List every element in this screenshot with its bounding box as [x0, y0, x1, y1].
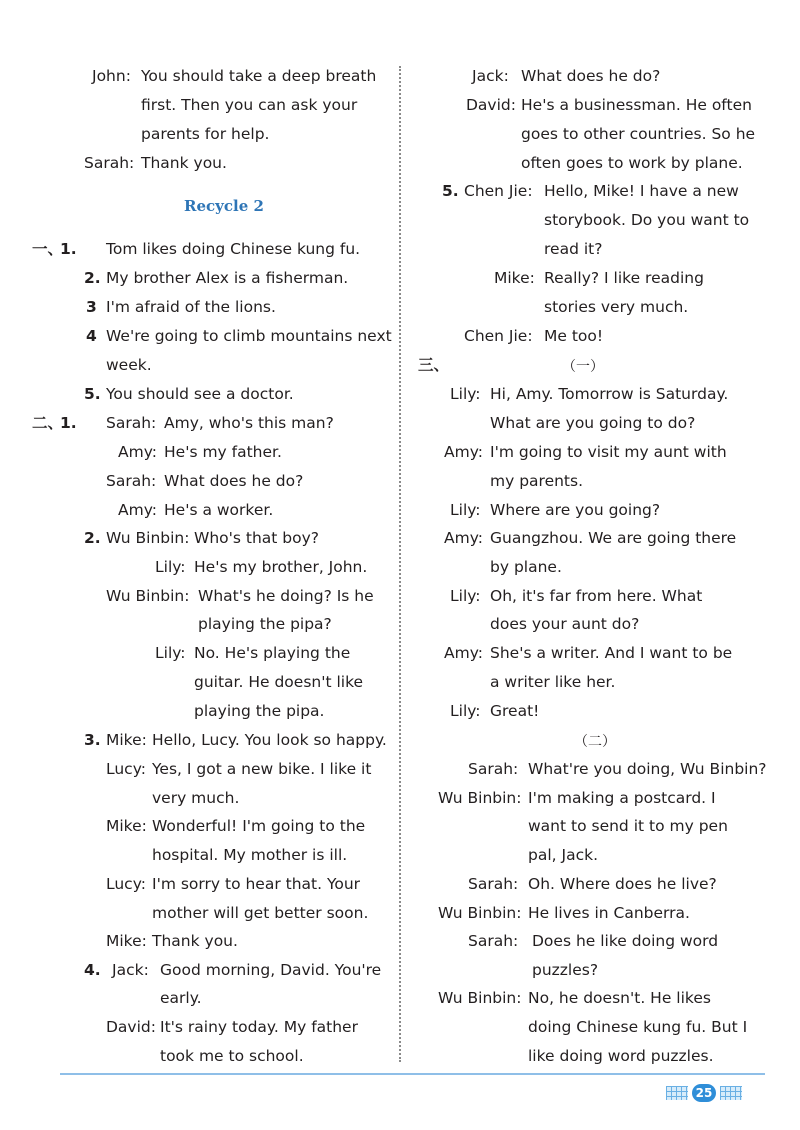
dialogue-line: guitar. He doesn't like	[194, 673, 364, 691]
item-number: 3	[86, 298, 97, 316]
item-number: 5.	[84, 385, 101, 403]
dialogue-line: Guangzhou. We are going there	[490, 529, 737, 547]
dialogue-line: No, he doesn't. He likes	[528, 989, 711, 1007]
page-number-badge	[666, 1084, 742, 1102]
dialogue-line: first. Then you can ask your	[141, 96, 358, 114]
dialogue-line: Yes, I got a new bike. I like it	[152, 760, 372, 778]
speaker-label: Sarah:	[468, 760, 519, 778]
dialogue-line: very much.	[152, 789, 240, 807]
dialogue-line: Does he like doing word	[532, 932, 719, 950]
speaker-label: Chen Jie:	[464, 327, 533, 345]
item-number: 2.	[84, 529, 101, 547]
subsection-label: （一）	[562, 359, 604, 375]
subsection-label: （二）	[574, 734, 616, 750]
dialogue-line: Oh. Where does he live?	[528, 875, 717, 893]
item-number: 4	[86, 327, 97, 345]
speaker-label: John:	[92, 67, 131, 85]
dialogue-line: doing Chinese kung fu. But I	[528, 1018, 748, 1036]
dialogue-line: You should take a deep breath	[141, 67, 377, 85]
speaker-label: Wu Binbin:	[438, 989, 522, 1007]
column-divider	[399, 66, 401, 1062]
section-mark: 一、	[32, 240, 64, 258]
dialogue-line: I'm sorry to hear that. Your	[152, 875, 361, 893]
speaker-label: Wu Binbin:	[438, 904, 522, 922]
speaker-label: Lily:	[155, 558, 186, 576]
dialogue-line: Who's that boy?	[194, 529, 320, 547]
speaker-label: Sarah:	[106, 414, 157, 432]
speaker-label: Mike:	[106, 932, 147, 950]
item-number: 2.	[84, 269, 101, 287]
dialogue-line: It's rainy today. My father	[160, 1018, 358, 1036]
speaker-label: Mike:	[106, 817, 147, 835]
speaker-label: Sarah:	[468, 875, 519, 893]
speaker-label: Lily:	[450, 587, 481, 605]
speaker-label: Amy:	[118, 501, 157, 519]
dialogue-line: Where are you going?	[490, 501, 661, 519]
speaker-label: Wu Binbin:	[438, 789, 522, 807]
dialogue-line: Thank you.	[152, 932, 238, 950]
grid-decoration-icon	[666, 1086, 688, 1100]
dialogue-line: Thank you.	[141, 154, 227, 172]
section-mark: 三、	[418, 356, 450, 374]
speaker-label: Wu Binbin:	[106, 529, 190, 547]
grid-decoration-icon	[720, 1086, 742, 1100]
dialogue-line: often goes to work by plane.	[521, 154, 743, 172]
speaker-label: Amy:	[118, 443, 157, 461]
speaker-label: Amy:	[444, 443, 483, 461]
speaker-label: Chen Jie:	[464, 182, 533, 200]
speaker-label: Sarah:	[106, 472, 157, 490]
dialogue-line: pal, Jack.	[528, 846, 598, 864]
answer-sentence: I'm afraid of the lions.	[106, 298, 276, 316]
dialogue-line: What're you doing, Wu Binbin?	[528, 760, 767, 778]
dialogue-line: He lives in Canberra.	[528, 904, 690, 922]
dialogue-line: What does he do?	[164, 472, 304, 490]
speaker-label: Sarah:	[468, 932, 519, 950]
section-heading-recycle: Recycle 2	[184, 197, 264, 215]
speaker-label: Wu Binbin:	[106, 587, 190, 605]
page-number: 25	[692, 1084, 716, 1102]
item-number: 1.	[60, 240, 77, 258]
dialogue-line: No. He's playing the	[194, 644, 351, 662]
dialogue-line: by plane.	[490, 558, 562, 576]
dialogue-line: early.	[160, 989, 202, 1007]
dialogue-line: does your aunt do?	[490, 615, 640, 633]
speaker-label: David:	[106, 1018, 156, 1036]
answer-sentence: Tom likes doing Chinese kung fu.	[106, 240, 361, 258]
dialogue-line: read it?	[544, 240, 603, 258]
dialogue-line: He's my brother, John.	[194, 558, 368, 576]
dialogue-line: What are you going to do?	[490, 414, 696, 432]
dialogue-line: He's a businessman. He often	[521, 96, 752, 114]
dialogue-line: playing the pipa?	[198, 615, 332, 633]
dialogue-line: I'm making a postcard. I	[528, 789, 716, 807]
dialogue-line: I'm going to visit my aunt with	[490, 443, 727, 461]
speaker-label: Lily:	[155, 644, 186, 662]
dialogue-line: like doing word puzzles.	[528, 1047, 714, 1065]
dialogue-line: stories very much.	[544, 298, 689, 316]
dialogue-line: puzzles?	[532, 961, 599, 979]
dialogue-line: Wonderful! I'm going to the	[152, 817, 366, 835]
speaker-label: Lily:	[450, 385, 481, 403]
speaker-label: Lucy:	[106, 875, 146, 893]
dialogue-line: Oh, it's far from here. What	[490, 587, 703, 605]
dialogue-line: Amy, who's this man?	[164, 414, 334, 432]
speaker-label: Lily:	[450, 702, 481, 720]
dialogue-line: He's my father.	[164, 443, 282, 461]
speaker-label: Amy:	[444, 529, 483, 547]
dialogue-line: He's a worker.	[164, 501, 274, 519]
dialogue-line: hospital. My mother is ill.	[152, 846, 348, 864]
speaker-label: Mike:	[494, 269, 535, 287]
dialogue-line: took me to school.	[160, 1047, 304, 1065]
item-number: 4.	[84, 961, 101, 979]
dialogue-line: want to send it to my pen	[528, 817, 728, 835]
item-number: 3.	[84, 731, 101, 749]
speaker-label: Lily:	[450, 501, 481, 519]
footer-rule	[60, 1073, 765, 1075]
dialogue-line: Me too!	[544, 327, 604, 345]
answer-sentence: You should see a doctor.	[106, 385, 294, 403]
dialogue-line: She's a writer. And I want to be	[490, 644, 733, 662]
speaker-label: David:	[466, 96, 516, 114]
speaker-label: Lucy:	[106, 760, 146, 778]
dialogue-line: mother will get better soon.	[152, 904, 369, 922]
dialogue-line: Great!	[490, 702, 540, 720]
item-number: 5.	[442, 182, 459, 200]
speaker-label: Sarah:	[84, 154, 135, 172]
answer-sentence: We're going to climb mountains next	[106, 327, 392, 345]
dialogue-line: playing the pipa.	[194, 702, 325, 720]
dialogue-line: What's he doing? Is he	[198, 587, 374, 605]
dialogue-line: a writer like her.	[490, 673, 616, 691]
dialogue-line: my parents.	[490, 472, 584, 490]
dialogue-line: Really? I like reading	[544, 269, 704, 287]
dialogue-line: What does he do?	[521, 67, 661, 85]
speaker-label: Mike:	[106, 731, 147, 749]
dialogue-line: Hi, Amy. Tomorrow is Saturday.	[490, 385, 729, 403]
dialogue-line: goes to other countries. So he	[521, 125, 756, 143]
item-number: 1.	[60, 414, 77, 432]
speaker-label: Jack:	[112, 961, 149, 979]
speaker-label: Jack:	[472, 67, 509, 85]
section-mark: 二、	[32, 414, 64, 432]
dialogue-line: Hello, Mike! I have a new	[544, 182, 739, 200]
dialogue-line: parents for help.	[141, 125, 270, 143]
dialogue-line: storybook. Do you want to	[544, 211, 750, 229]
speaker-label: Amy:	[444, 644, 483, 662]
answer-sentence: My brother Alex is a fisherman.	[106, 269, 349, 287]
answer-sentence-cont: week.	[106, 356, 152, 374]
dialogue-line: Hello, Lucy. You look so happy.	[152, 731, 387, 749]
dialogue-line: Good morning, David. You're	[160, 961, 382, 979]
